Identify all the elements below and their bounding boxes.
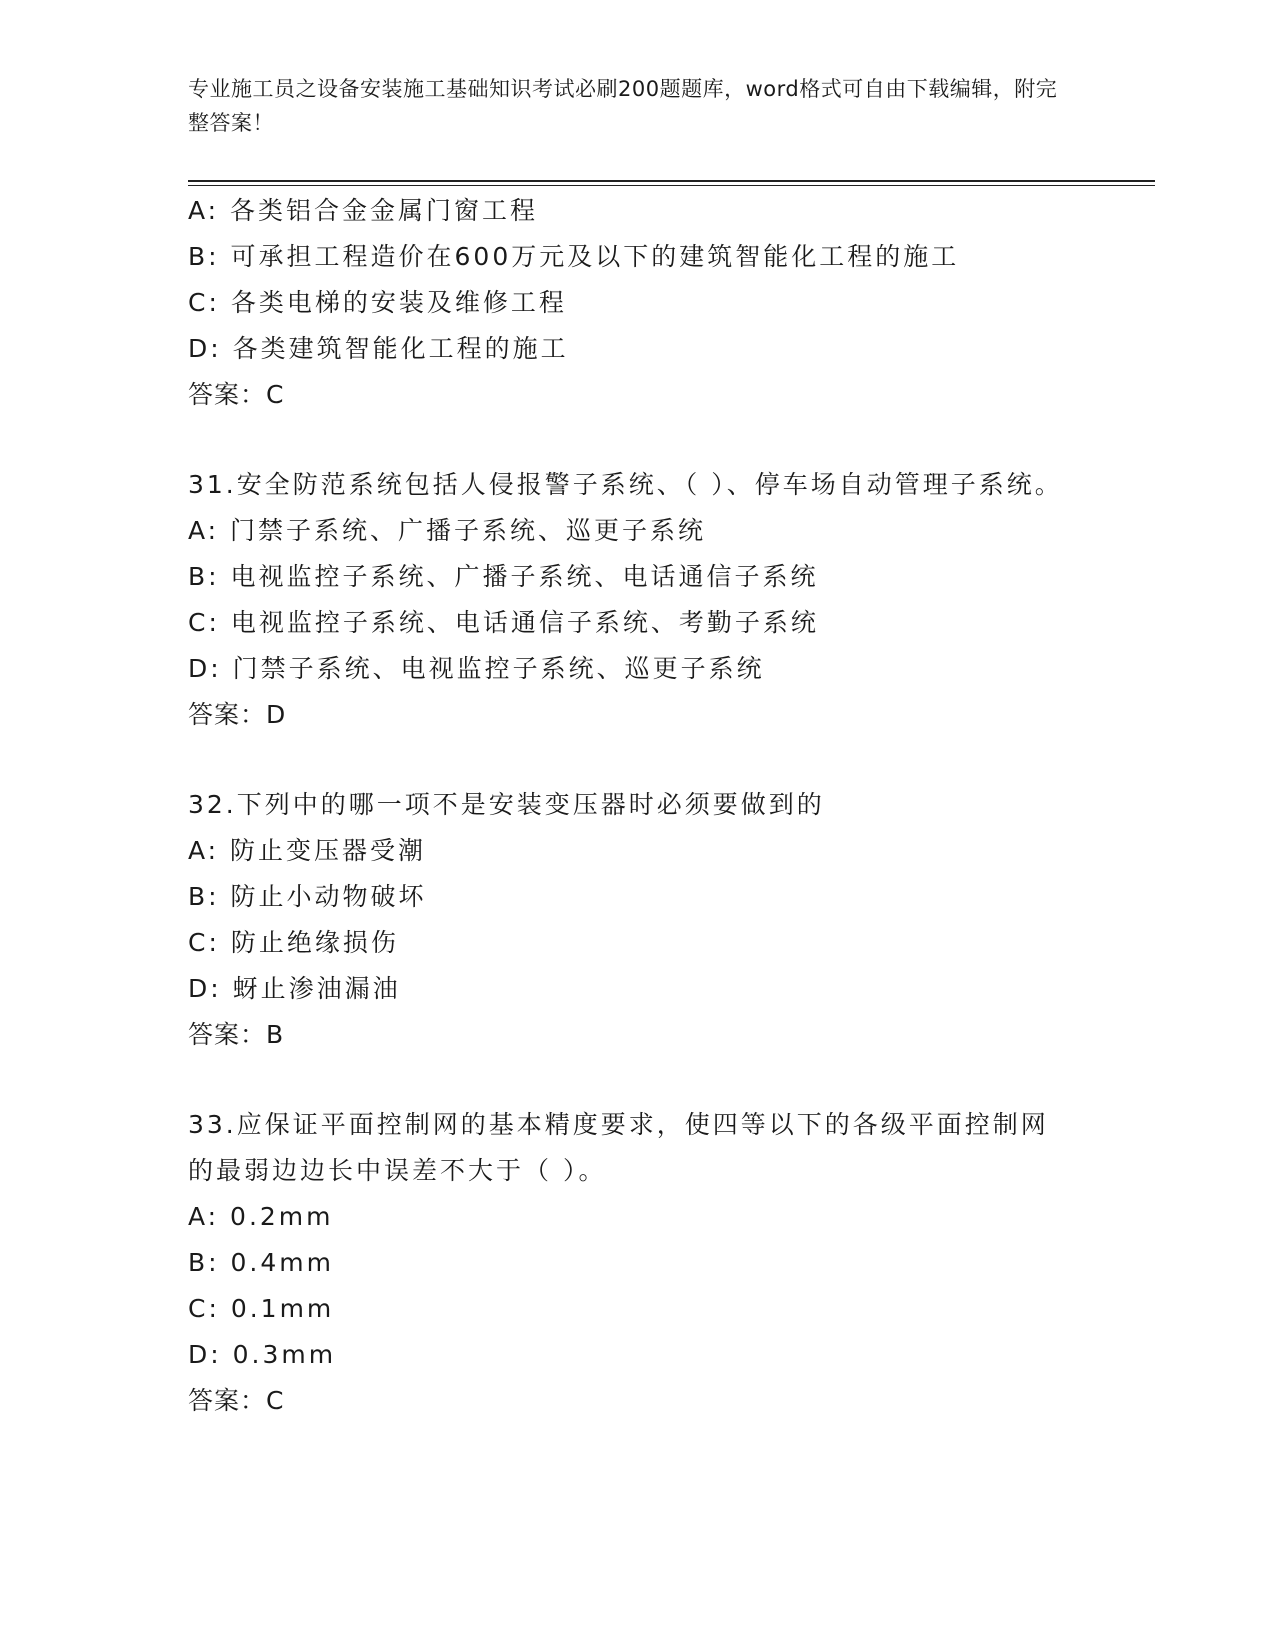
option-a: A: 各类铝合金金属门窗工程: [188, 196, 539, 225]
option-a: A: 防止变压器受潮: [188, 836, 427, 865]
option-d: D: 各类建筑智能化工程的施工: [188, 334, 569, 363]
option-b: B: 电视监控子系统、广播子系统、电话通信子系统: [188, 562, 819, 591]
document-title: 专业施工员之设备安装施工基础知识考试必刷200题题库，word格式可自由下载编辑，附完整答案！: [188, 77, 1058, 135]
answer-line: 答案：C: [188, 1386, 285, 1415]
question-text: 32.下列中的哪一项不是安装变压器时必须要做到的: [188, 790, 825, 819]
option-a: A: 0.2mm: [188, 1202, 334, 1231]
question-block: [188, 1102, 1088, 1424]
answer-line: 答案：C: [188, 380, 285, 409]
header-rule-thick: [188, 180, 1155, 182]
answer-line: 答案：B: [188, 1020, 285, 1049]
option-b: B: 可承担工程造价在600万元及以下的建筑智能化工程的施工: [188, 242, 960, 271]
question-block: [188, 462, 1088, 738]
spacer: [188, 418, 1088, 462]
option-a: A: 门禁子系统、广播子系统、巡更子系统: [188, 516, 707, 545]
option-d: D: 蚜止渗油漏油: [188, 974, 401, 1003]
question-block: [188, 188, 1088, 418]
option-c: C: 0.1mm: [188, 1294, 335, 1323]
option-b: B: 0.4mm: [188, 1248, 334, 1277]
option-c: C: 电视监控子系统、电话通信子系统、考勤子系统: [188, 608, 819, 637]
option-b: B: 防止小动物破坏: [188, 882, 427, 911]
option-c: C: 各类电梯的安装及维修工程: [188, 288, 567, 317]
question-text: 31.安全防范系统包括人侵报警子系统、（ ）、停车场自动管理子系统。: [188, 470, 1063, 499]
question-block: [188, 782, 1088, 1058]
option-c: C: 防止绝缘损伤: [188, 928, 399, 957]
question-list: [188, 188, 1088, 1424]
option-d: D: 门禁子系统、电视监控子系统、巡更子系统: [188, 654, 765, 683]
answer-line: 答案：D: [188, 700, 287, 729]
spacer: [188, 738, 1088, 782]
question-text: 33.应保证平面控制网的基本精度要求，使四等以下的各级平面控制网的最弱边边长中误差不大于（ ）。: [188, 1110, 1049, 1185]
option-d: D: 0.3mm: [188, 1340, 337, 1369]
header-rule-thin: [188, 185, 1155, 186]
spacer: [188, 1058, 1088, 1102]
